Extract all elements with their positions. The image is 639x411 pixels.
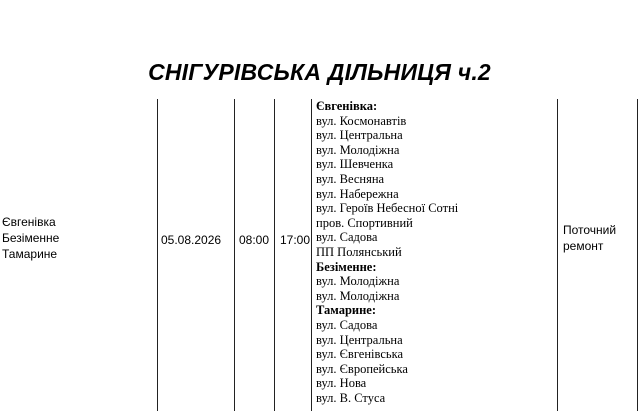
address-line: вул. Центральна xyxy=(316,332,403,347)
column-divider xyxy=(234,99,235,411)
address-line: вул. Весняна xyxy=(316,171,385,186)
column-divider xyxy=(274,99,275,411)
place-name: Тамарине xyxy=(2,247,58,261)
column-divider xyxy=(157,99,158,411)
place-name: Євгенівка xyxy=(2,215,56,229)
address-line: пров. Спортивний xyxy=(316,215,413,230)
places-cell xyxy=(2,214,59,262)
work-type-line: Поточний xyxy=(563,223,617,237)
start-time-cell: 08:00 xyxy=(239,233,270,247)
address-group-header: Тамарине: xyxy=(316,303,377,318)
address-line: вул. Молодіжна xyxy=(316,288,400,303)
address-line: вул. Молодіжна xyxy=(316,274,400,289)
address-line: вул. Набережна xyxy=(316,186,399,201)
address-line: вул. Садова xyxy=(316,317,378,332)
work-type-cell xyxy=(563,222,616,254)
address-line: вул. Молодіжна xyxy=(316,142,400,157)
column-divider xyxy=(557,99,558,411)
address-line: вул. Космонавтів xyxy=(316,113,407,128)
end-time-cell: 17:00 xyxy=(280,233,311,247)
place-name: Безіменне xyxy=(2,231,60,245)
addresses-cell xyxy=(316,99,458,405)
work-type-line: ремонт xyxy=(563,239,604,253)
address-line: вул. В. Стуса xyxy=(316,390,386,405)
address-line: вул. Євгенівська xyxy=(316,347,403,362)
date-cell: 05.08.2026 xyxy=(161,233,222,247)
address-group-header: Безіменне: xyxy=(316,259,377,274)
address-line: вул. Шевченка xyxy=(316,157,394,172)
address-line: вул. Героїв Небесної Сотні xyxy=(316,201,459,216)
column-divider xyxy=(311,99,312,411)
address-line: вул. Нова xyxy=(316,376,367,391)
address-line: вул. Центральна xyxy=(316,128,403,143)
column-divider xyxy=(637,99,638,411)
address-line: вул. Європейська xyxy=(316,361,408,376)
address-line: вул. Садова xyxy=(316,230,378,245)
address-group-header: Євгенівка: xyxy=(316,99,378,113)
address-line: ПП Полянський xyxy=(316,244,402,259)
page-title: СНІГУРІВСЬКА ДІЛЬНИЦЯ ч.2 xyxy=(148,59,491,85)
